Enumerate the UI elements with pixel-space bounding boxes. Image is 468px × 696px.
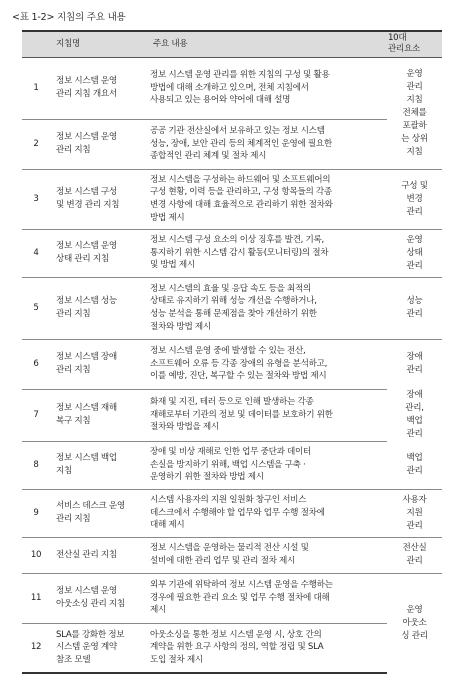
text-line: 정보 시스템 운영 중에 발생할 수 있는 전산, <box>150 346 306 357</box>
text-line: 아웃소 <box>402 617 427 628</box>
text-line: 설비에 대한 관리 업무 및 관리 절차 제시 <box>150 556 296 566</box>
text-line: 절차와 방법 제시 <box>150 321 211 332</box>
guideline-content <box>147 573 387 623</box>
text-line: 장애 <box>406 352 423 363</box>
text-line: 관리 지침 <box>56 309 91 319</box>
text-line: 아웃소싱 관리 지침 <box>56 599 125 609</box>
text-line: 정보 시스템 운영 관리를 위한 지침의 구성 및 활용 <box>150 70 330 81</box>
text-line: 지침 <box>406 146 423 157</box>
text-line: 운영 <box>406 68 423 79</box>
text-line: 정보 시스템 운영 <box>56 586 117 597</box>
text-line: 성능 분석을 통해 문제점을 찾아 개선하기 위한 <box>150 309 317 319</box>
text-line: 정보 시스템을 구성하는 하드웨어 및 소프트웨어의 <box>150 174 331 185</box>
text-line: 사용자 <box>402 494 427 505</box>
guideline-name <box>50 441 147 489</box>
guideline-name <box>50 57 147 119</box>
table-row <box>22 537 442 573</box>
text-line: 관리 지침 <box>56 145 91 155</box>
management-element <box>387 277 442 339</box>
management-element <box>387 573 442 673</box>
row-number: 7 <box>22 389 50 441</box>
guideline-content <box>147 119 387 169</box>
text-line: 관리요소 <box>388 44 421 55</box>
management-element <box>387 389 442 441</box>
text-line: 관리 <box>406 365 423 376</box>
text-line: 장애 <box>406 390 423 400</box>
text-line: 전산실 <box>402 543 427 553</box>
text-line: 정보 시스템 백업 <box>56 453 117 464</box>
text-line: 관리 지침 <box>56 365 91 375</box>
text-line: 및 변경 관리 지침 <box>56 200 120 210</box>
guideline-name <box>50 573 147 623</box>
guideline-name <box>50 623 147 673</box>
text-line: 운영하기 위한 절차와 방법 제시 <box>150 472 264 483</box>
text-line: 싱 관리 <box>401 630 428 641</box>
header-name: 지침명 <box>50 31 147 57</box>
guideline-table <box>22 30 442 674</box>
text-line: 관리 <box>406 556 423 566</box>
guideline-content <box>147 57 387 119</box>
text-line: 관리, <box>405 403 424 413</box>
text-line: 정보 시스템 성능 <box>56 296 117 307</box>
text-line: 구성 및 <box>401 180 428 191</box>
text-line: 관리 <box>406 429 423 439</box>
header-number <box>22 31 50 57</box>
management-element <box>387 229 442 277</box>
management-element <box>387 441 442 489</box>
row-number: 2 <box>22 119 50 169</box>
table-row <box>22 339 442 389</box>
text-line: 손실을 방지하기 위해, 백업 시스템을 구축 · <box>150 459 306 470</box>
guideline-content <box>147 623 387 673</box>
text-line: 상태 <box>406 247 423 258</box>
text-line: 변경 사항에 대해 효율적으로 관리하기 위한 절차와 <box>150 200 333 210</box>
guideline-name <box>50 169 147 229</box>
table-row <box>22 623 442 673</box>
guideline-content <box>147 277 387 339</box>
text-line: 종합적인 관리 체계 및 절차 제시 <box>150 151 267 162</box>
guideline-name <box>50 489 147 537</box>
text-line: 포괄하 <box>402 120 427 131</box>
text-line: 정보 시스템 운영 <box>56 132 117 143</box>
text-line: 전산실 관리 지침 <box>56 549 117 560</box>
row-number: 3 <box>22 169 50 229</box>
table-row <box>22 229 442 277</box>
text-line: 정보 시스템을 운영하는 물리적 전산 시설 및 <box>150 543 309 554</box>
text-line: 정보 시스템 구성 <box>56 187 117 198</box>
text-line: 성능 <box>406 296 423 306</box>
text-line: 상태 관리 지침 <box>56 254 109 264</box>
text-line: 참조 모델 <box>56 655 91 666</box>
guideline-name <box>50 229 147 277</box>
table-row <box>22 441 442 489</box>
guideline-content <box>147 537 387 573</box>
text-line: 백업 <box>406 452 423 463</box>
text-line: 사용되고 있는 용어와 약어에 대해 설명 <box>150 95 291 106</box>
text-line: 서비스 데스크 운영 <box>56 501 125 512</box>
table-row <box>22 389 442 441</box>
header-content: 주요 내용 <box>147 31 387 57</box>
table-row <box>22 573 442 623</box>
text-line: 절차와 방법을 제시 <box>150 422 219 433</box>
text-line: 성능, 장애, 보안 관리 등의 체계적인 운영에 필요한 <box>150 138 332 149</box>
text-line: 관리 <box>406 520 423 531</box>
guideline-name <box>50 389 147 441</box>
text-line: 경우에 필요한 관리 요소 및 업무 수행 절차에 대해 <box>150 592 330 603</box>
text-line: 관리 <box>406 206 423 217</box>
text-line: 및 방법 제시 <box>150 260 195 271</box>
management-element <box>387 489 442 537</box>
management-element <box>387 57 442 169</box>
table-header-row <box>22 31 442 57</box>
text-line: 화재 및 지진, 테러 등으로 인해 발생하는 각종 <box>150 397 314 408</box>
text-line: 정보 시스템 재해 <box>56 403 117 414</box>
text-line: 운영 <box>406 234 423 245</box>
text-line: 복구 지침 <box>56 416 91 426</box>
row-number: 6 <box>22 339 50 389</box>
header-element <box>387 31 442 57</box>
table-row <box>22 277 442 339</box>
text-line: SLA를 강화한 정보 <box>56 629 125 640</box>
guideline-content <box>147 389 387 441</box>
text-line: 관리 지침 개요서 <box>56 89 117 99</box>
row-number: 10 <box>22 537 50 573</box>
text-line: 정보 시스템 운영 <box>56 241 117 252</box>
text-line: 데스크에서 수행해야 할 업무와 업무 수행 절차에 <box>150 507 325 518</box>
text-line: 지침 <box>56 466 73 476</box>
text-line: 정보 시스템 장애 <box>56 352 117 363</box>
text-line: 정보 시스템 구성 요소의 이상 징후를 발견, 기록, <box>150 235 324 246</box>
guideline-name <box>50 537 147 573</box>
management-element <box>387 339 442 389</box>
guideline-content <box>147 441 387 489</box>
text-line: 전체를 <box>402 107 427 118</box>
text-line: 시스템 운영 계약 <box>56 642 117 653</box>
row-number: 12 <box>22 623 50 673</box>
text-line: 지침 <box>406 94 423 105</box>
row-number: 11 <box>22 573 50 623</box>
management-element <box>387 537 442 573</box>
text-line: 관리 <box>406 81 423 92</box>
row-number: 5 <box>22 277 50 339</box>
text-line: 계약을 위한 요구 사항의 정의, 역할 정립 및 SLA <box>150 642 324 653</box>
text-line: 통지하기 위한 시스템 감시 활동(모니터링)의 절차 <box>150 247 329 258</box>
text-line: 상태로 유지하기 위해 성능 개선을 수행하거나, <box>150 296 317 307</box>
guideline-content <box>147 489 387 537</box>
management-element <box>387 169 442 229</box>
text-line: 아웃소싱을 통한 정보 시스템 운영 시, 상호 간의 <box>150 629 322 640</box>
table-row <box>22 119 442 169</box>
guideline-content <box>147 229 387 277</box>
table-row <box>22 57 442 119</box>
text-line: 10대 <box>388 33 407 44</box>
guideline-name <box>50 277 147 339</box>
text-line: 재해로부터 기관의 정보 및 데이터를 보호하기 위한 <box>150 409 333 420</box>
table-row <box>22 169 442 229</box>
text-line: 변경 <box>406 193 423 204</box>
guideline-content <box>147 339 387 389</box>
row-number: 1 <box>22 57 50 119</box>
text-line: 정보 시스템 운영 <box>56 76 117 87</box>
text-line: 외부 기관에 위탁하여 정보 시스템 운영을 수행하는 <box>150 580 333 591</box>
text-line: 소프트웨어 오류 등 각종 장애의 유형을 분석하고, <box>150 358 328 369</box>
text-line: 제시 <box>150 605 167 616</box>
text-line: 운영 <box>406 604 423 615</box>
text-line: 구성 현황, 이력 등을 관리하고, 구성 항목들의 각종 <box>150 187 332 198</box>
text-line: 관리 <box>406 465 423 476</box>
text-line: 대해 제시 <box>150 520 185 531</box>
text-line: 관리 <box>406 260 423 271</box>
text-line: 이를 예방, 진단, 복구할 수 있는 절차와 방법 제시 <box>150 371 327 382</box>
table-caption: <표 1-2> 지침의 주요 내용 <box>12 12 126 23</box>
text-line: 공공 기관 전산실에서 보유하고 있는 정보 시스템 <box>150 126 325 137</box>
guideline-name <box>50 339 147 389</box>
text-line: 방법 제시 <box>150 212 185 223</box>
text-line: 관리 <box>406 309 423 319</box>
row-number: 4 <box>22 229 50 277</box>
text-line: 는 상위 <box>401 133 428 144</box>
text-line: 방법에 대해 소개하고 있으며, 전체 지침에서 <box>150 82 309 93</box>
text-line: 정보 시스템의 효율 및 응답 속도 등을 최적의 <box>150 283 312 294</box>
text-line: 지원 <box>406 507 423 518</box>
text-line: 관리 지침 <box>56 514 91 524</box>
row-number: 9 <box>22 489 50 537</box>
row-number: 8 <box>22 441 50 489</box>
table-row <box>22 489 442 537</box>
text-line: 시스템 사용자의 지원 일원화 창구인 서비스 <box>150 495 307 506</box>
guideline-content <box>147 169 387 229</box>
text-line: 도입 절차 제시 <box>150 655 203 666</box>
text-line: 백업 <box>406 416 423 426</box>
guideline-name <box>50 119 147 169</box>
text-line: 장애 및 비상 재해로 인한 업무 중단과 데이터 <box>150 447 312 458</box>
